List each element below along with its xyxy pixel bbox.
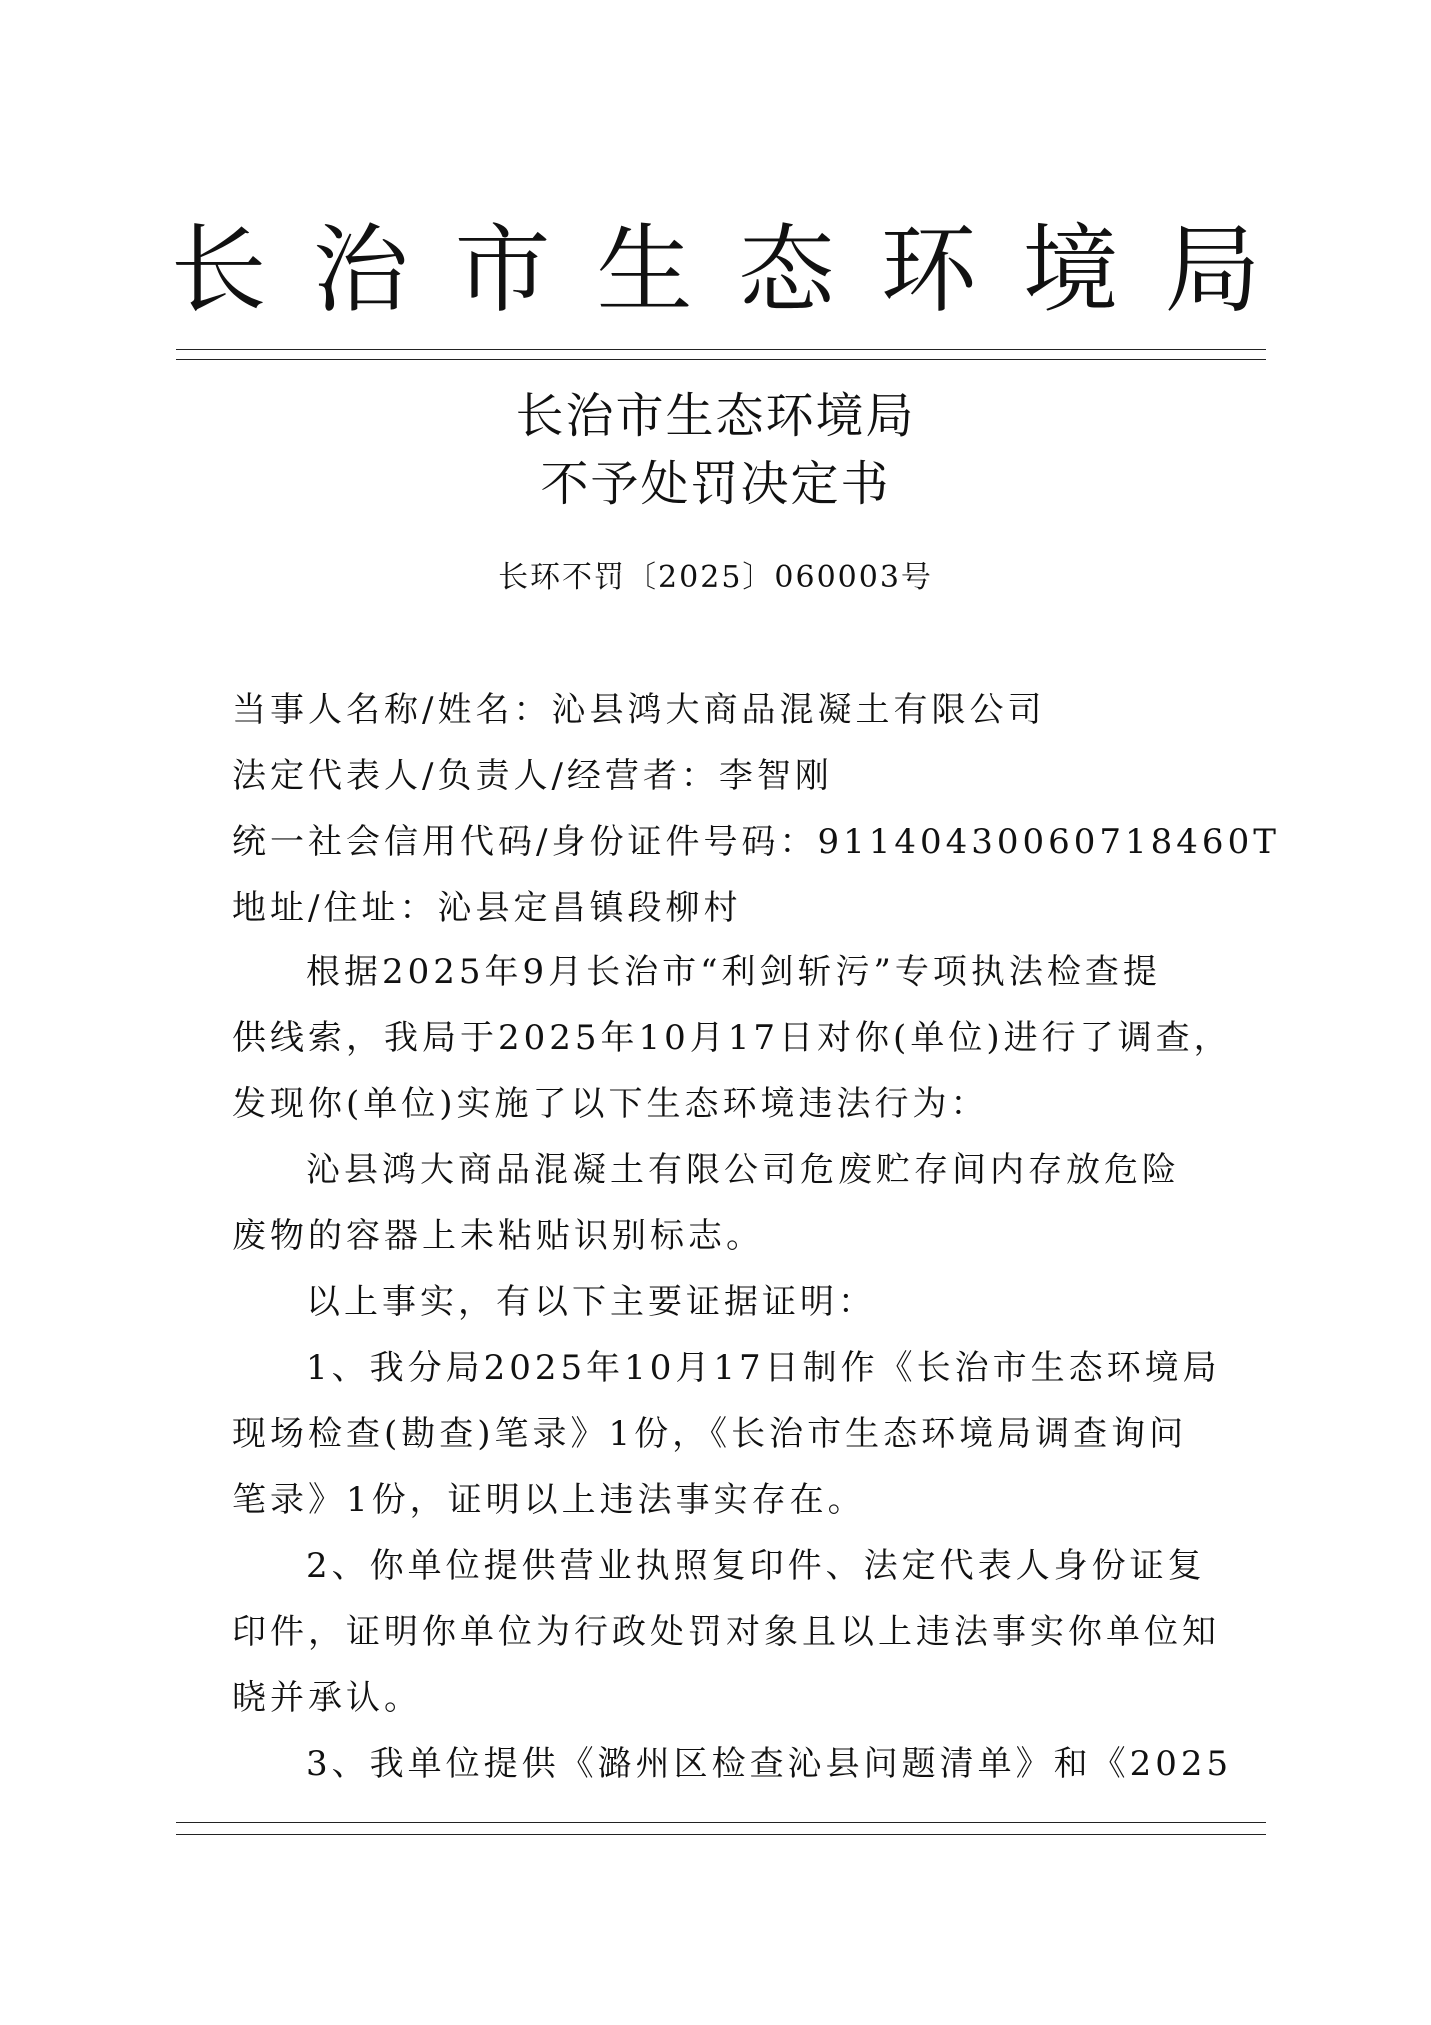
body-line: 2、你单位提供营业执照复印件、法定代表人身份证复 (306, 1546, 1206, 1586)
document-title-line-1: 长治市生态环境局 (515, 388, 916, 444)
body-line: 供线索，我局于2025年10月17日对你(单位)进行了调查， (232, 1018, 1232, 1058)
footer-rule-bottom (176, 1834, 1266, 1835)
party-credit-code-line: 统一社会信用代码/身份证件号码：91140430060718460T (232, 822, 1280, 862)
header-rule-bottom (176, 359, 1266, 360)
party-name-line: 当事人名称/姓名：沁县鸿大商品混凝土有限公司 (232, 690, 1046, 730)
body-line: 现场检查(勘查)笔录》1份，《长治市生态环境局调查询问 (232, 1414, 1188, 1454)
body-line: 根据2025年9月长治市“利剑斩污”专项执法检查提 (306, 952, 1161, 992)
party-address-line: 地址/住址：沁县定昌镇段柳村 (232, 888, 742, 928)
header-rule-top (176, 349, 1266, 350)
masthead-title: 长治市生态环境局 (170, 214, 1307, 326)
document-title-line-2: 不予处罚决定书 (540, 456, 891, 512)
body-line: 印件，证明你单位为行政处罚对象且以上违法事实你单位知 (232, 1612, 1220, 1652)
body-line: 笔录》1份，证明以上违法事实存在。 (232, 1480, 866, 1520)
body-line: 晓并承认。 (232, 1678, 422, 1718)
party-representative-line: 法定代表人/负责人/经营者：李智刚 (232, 756, 833, 796)
footer-rule-top (176, 1822, 1266, 1823)
body-line: 3、我单位提供《潞州区检查沁县问题清单》和《2025 (306, 1744, 1233, 1784)
body-line: 1、我分局2025年10月17日制作《长治市生态环境局 (306, 1348, 1221, 1388)
body-line: 沁县鸿大商品混凝土有限公司危废贮存间内存放危险 (306, 1150, 1180, 1190)
document-number: 长环不罚〔2025〕060003号 (498, 560, 933, 595)
body-line: 废物的容器上未粘贴识别标志。 (232, 1216, 764, 1256)
body-line: 以上事实，有以下主要证据证明： (306, 1282, 876, 1322)
body-line: 发现你(单位)实施了以下生态环境违法行为： (232, 1084, 989, 1124)
